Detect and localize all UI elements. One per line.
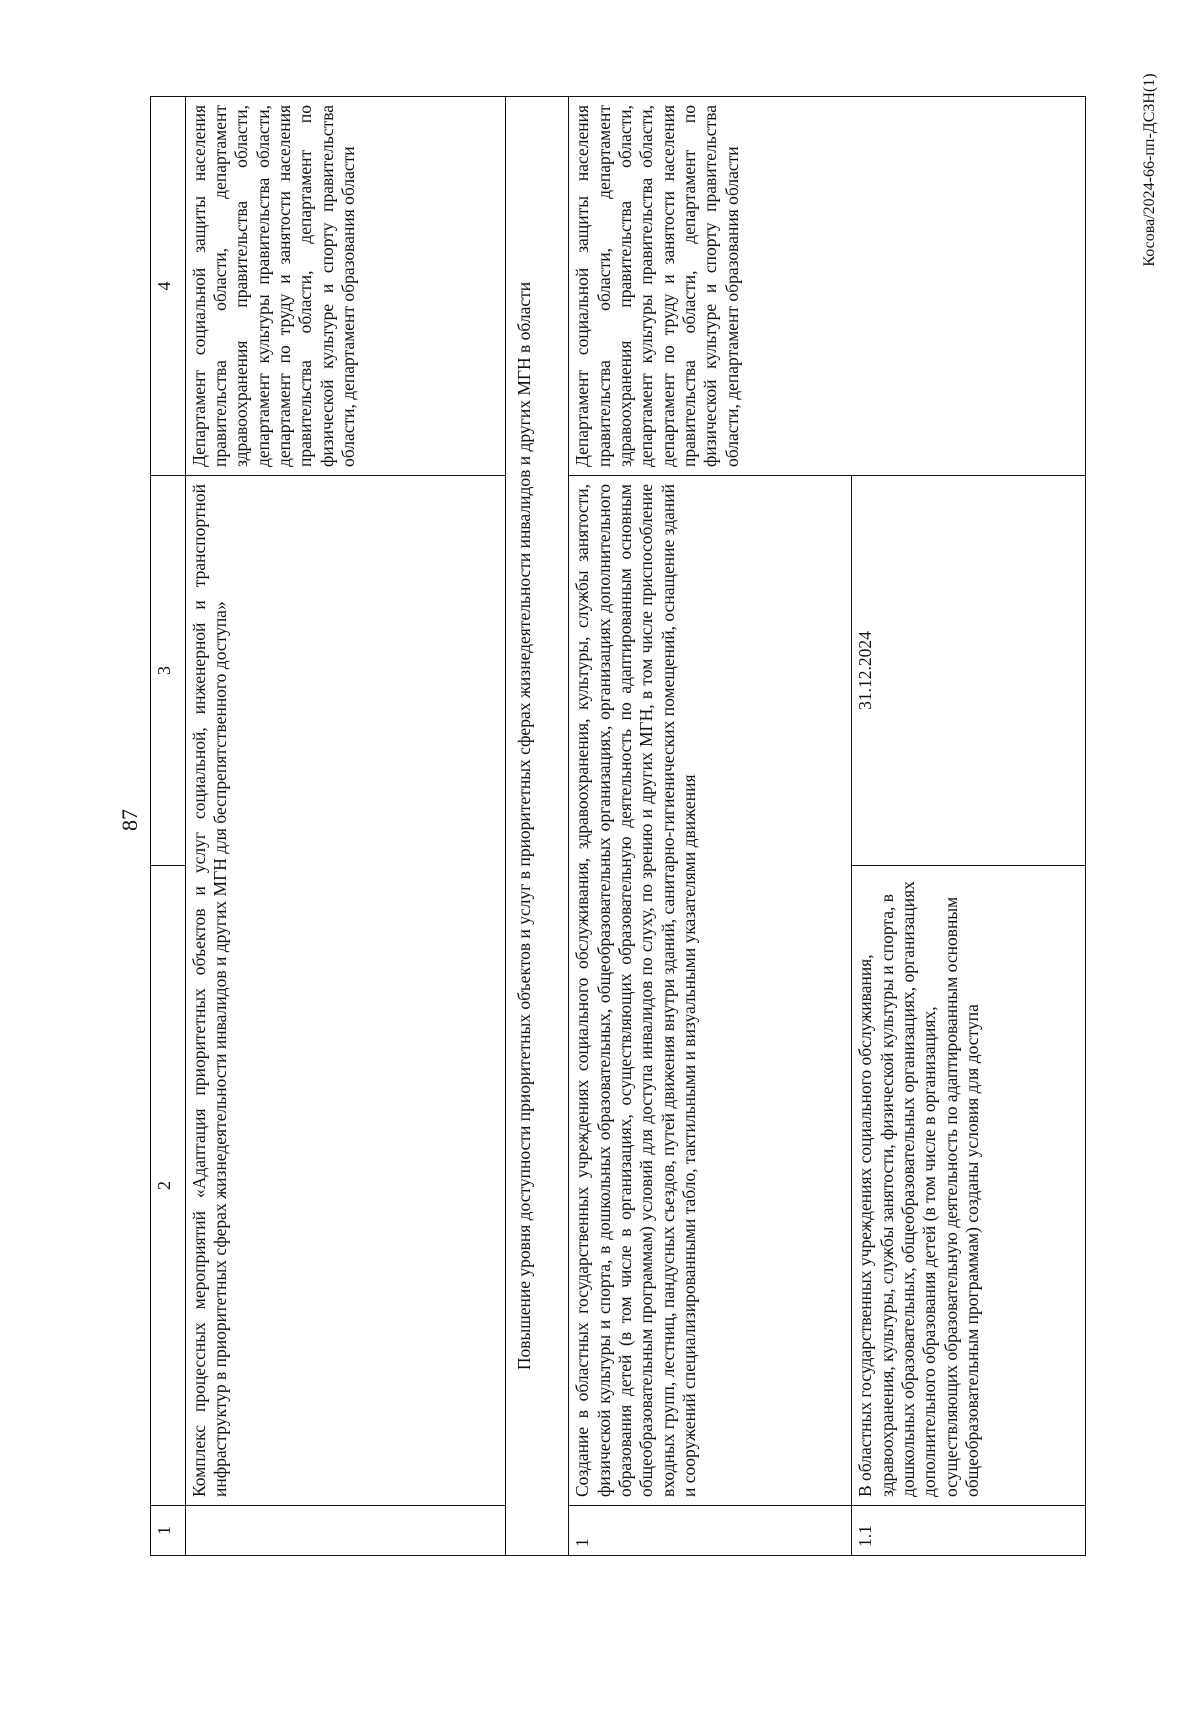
- column-header-4: 4: [151, 97, 186, 476]
- row-1-1-number: 1.1: [852, 1506, 1086, 1556]
- row-1-1-date: 31.12.2024: [852, 476, 1086, 866]
- table-row-complex: [185, 97, 506, 1556]
- row-1-1-result: В областных государственных учреждениях социального обслуживания, здравоохранения, культуры, службы занятости, физической культуры и спорта, в дошкольных образовательных, общеобразовательных организациях, организациях дополнительного образования детей (в том числе в организациях, осуществляющих образовательную деятельность по адаптированным основным общеобразовательным программам) созданы условия для доступа: [852, 866, 1086, 1506]
- row-1-responsible: Департамент социальной защиты населения правительства области, департамент здравоохранения правительства области, департамент культуры правительства области, департамент по труду и занятости населения правительства области, департамент по физической культуре и спорту правительства области, департамент образования области: [569, 97, 1086, 476]
- complex-number-cell: [185, 1506, 506, 1556]
- column-header-2: 2: [151, 866, 186, 1506]
- column-header-3: 3: [151, 476, 186, 866]
- row-1-number: 1: [569, 1506, 852, 1556]
- plan-table: [150, 96, 1086, 1556]
- column-header-1: 1: [151, 1506, 186, 1556]
- complex-responsible-cell: Департамент социальной защиты населения правительства области, департамент здравоохранения правительства области, департамент культуры правительства области, департамент по труду и занятости населения правительства области, департамент по физической культуре и спорту правительства области, департамент образования области: [185, 97, 506, 476]
- page-number: 87: [117, 809, 142, 831]
- row-1-task: Создание в областных государственных учреждениях социального обслуживания, здравоохранения, культуры, службы занятости, физической культуры и спорта, в дошкольных образовательных, общеобразовательных организациях, организациях дополнительного образования детей (в том числе в организациях, осуществляющих образовательную деятельность по адаптированным основным общеобразовательным программам) условий для доступа инвалидов по слуху, по зрению и других МГН, в том числе приспособление входных групп, лестниц, пандусных съездов, путей движения внутри зданий, санитарно-гигиенических помещений, оснащение зданий и сооружений специализированными табло, тактильными и визуальными указателями движения: [569, 476, 852, 1506]
- table-row-section: [506, 97, 569, 1556]
- table-header-row: [151, 97, 186, 1556]
- document-reference: Косова/2024-66-пп-ДСЗН(1): [1141, 73, 1158, 267]
- table-row-1: [569, 97, 852, 1556]
- section-title: Повышение уровня доступности приоритетных объектов и услуг в приоритетных сферах жизнедеятельности инвалидов и других МГН в области: [506, 97, 569, 1556]
- rotated-table-container: [150, 96, 1086, 1556]
- complex-title-cell: Комплекс процессных мероприятий «Адаптация приоритетных объектов и услуг социальной, инженерной и транспортной инфраструктур в приоритетных сферах жизнедеятельности инвалидов и других МГН для беспрепятственного доступа»: [185, 476, 506, 1506]
